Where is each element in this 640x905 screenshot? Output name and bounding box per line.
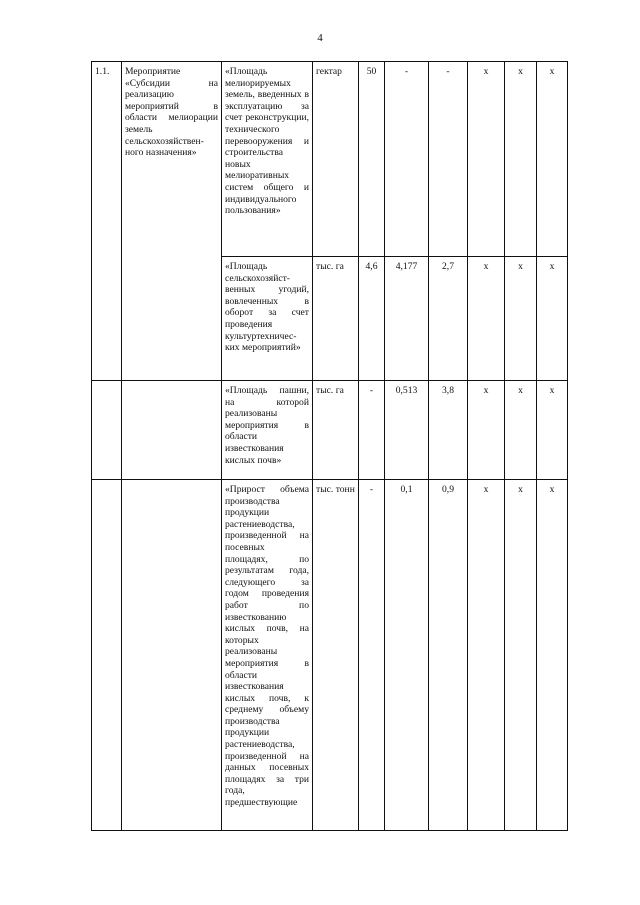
- value-cell: х: [468, 480, 505, 831]
- value-cell: х: [537, 257, 568, 381]
- unit-cell: тыс. га: [313, 381, 359, 480]
- value-cell: 4,177: [385, 257, 429, 381]
- unit-cell: тыс. тонн: [313, 480, 359, 831]
- value-cell: х: [505, 381, 537, 480]
- value-cell: -: [385, 62, 429, 257]
- table-row: [92, 480, 568, 831]
- indicator-cell: «Прирост объема производства продукции растениеводства, произведенной на посевных площадях, по результатам года, следующего за годом проведения работ по известкованию кислых почв, на которых реализованы мероприятия в области известкования кислых почв, к среднему объему производства продукции растениеводства, произведенной на данных посевных площадях за три года, предшествующие: [222, 480, 313, 831]
- row-number-cell: [92, 480, 122, 831]
- value-cell: х: [537, 62, 568, 257]
- indicator-cell: «Площадь сельскохозяйст-венных угодий, вовлеченных в оборот за счет проведения культуртехничес-ких мероприятий»: [222, 257, 313, 381]
- table-row: [92, 381, 568, 480]
- value-cell: -: [359, 480, 385, 831]
- row-number-cell: 1.1.: [92, 62, 122, 381]
- value-cell: х: [468, 62, 505, 257]
- table-row: [92, 62, 568, 257]
- value-cell: 0,1: [385, 480, 429, 831]
- value-cell: х: [468, 257, 505, 381]
- value-cell: х: [505, 62, 537, 257]
- activity-name-cell: [122, 480, 222, 831]
- value-cell: 3,8: [429, 381, 468, 480]
- activity-name-cell: Мероприятие «Субсидии на реализацию мероприятий в области мелиорации земель сельскохозяйствен-ного назначения»: [122, 62, 222, 381]
- value-cell: х: [505, 480, 537, 831]
- value-cell: -: [359, 381, 385, 480]
- value-cell: 2,7: [429, 257, 468, 381]
- value-cell: 50: [359, 62, 385, 257]
- activity-name-cell: [122, 381, 222, 480]
- value-cell: -: [429, 62, 468, 257]
- indicator-cell: «Площадь мелиорируемых земель, введенных в эксплуатацию за счет реконструкции, технического перевооружения и строительства новых мелиоративных систем общего и индивидуального пользования»: [222, 62, 313, 257]
- row-number-cell: [92, 381, 122, 480]
- unit-cell: гектар: [313, 62, 359, 257]
- unit-cell: тыс. га: [313, 257, 359, 381]
- value-cell: х: [537, 381, 568, 480]
- value-cell: х: [505, 257, 537, 381]
- indicator-cell: «Площадь пашни, на которой реализованы мероприятия в области известкования кислых почв»: [222, 381, 313, 480]
- page-number: 4: [317, 32, 323, 44]
- value-cell: х: [537, 480, 568, 831]
- value-cell: 4,6: [359, 257, 385, 381]
- indicators-table: [91, 61, 568, 831]
- value-cell: х: [468, 381, 505, 480]
- value-cell: 0,513: [385, 381, 429, 480]
- value-cell: 0,9: [429, 480, 468, 831]
